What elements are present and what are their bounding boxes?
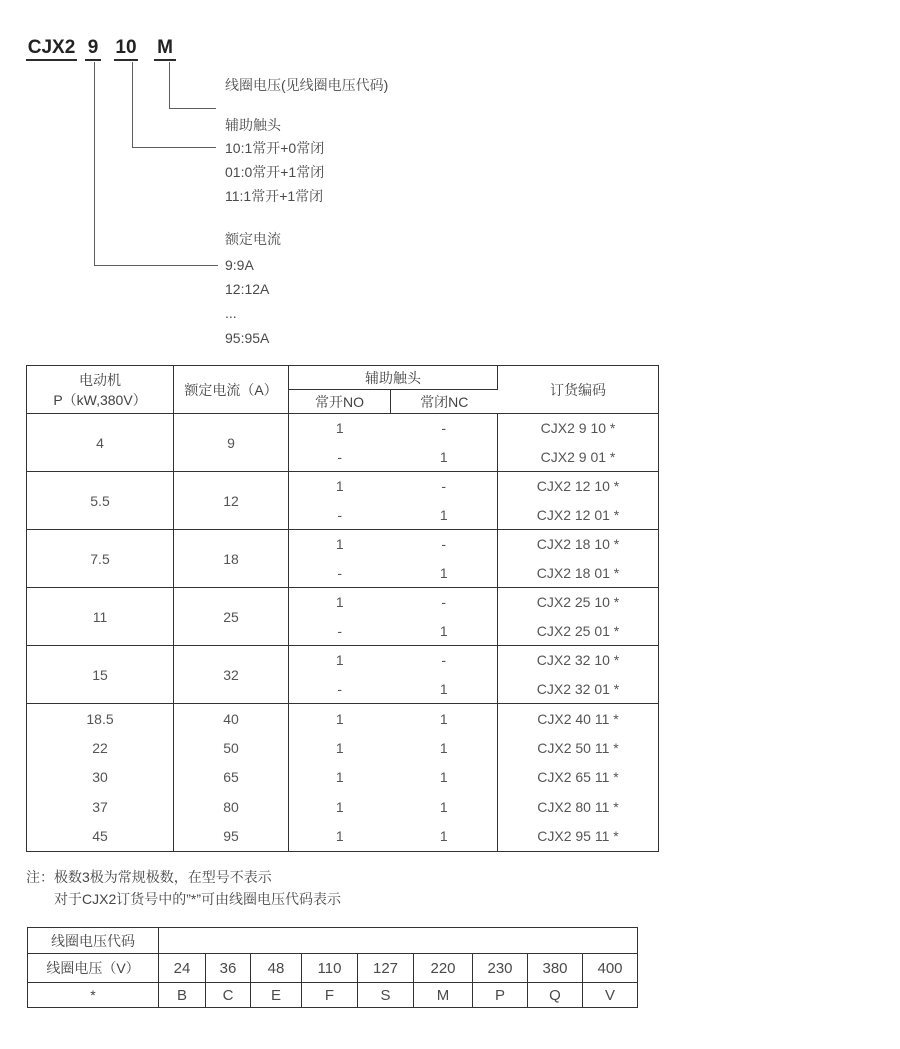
model-token-voltage: M — [154, 37, 176, 61]
nc-value: - — [391, 414, 498, 443]
table-row — [27, 472, 659, 501]
order-code: CJX2 12 01 * — [536, 506, 620, 523]
code-value: E — [251, 983, 302, 1008]
motor-header-line2: P（kW,380V） — [53, 391, 147, 408]
no-value: 1 — [289, 646, 391, 675]
voltage-value: 36 — [206, 954, 251, 983]
nc-value: - — [391, 646, 498, 675]
connector-line-current-vertical — [94, 62, 95, 265]
motor-value: 30 — [27, 763, 174, 793]
table-row — [27, 588, 659, 617]
spec-table — [26, 365, 659, 852]
model-token-current: 9 — [85, 37, 101, 61]
current-value: 12 — [174, 472, 289, 530]
no-value: - — [337, 506, 343, 523]
current-value: 65 — [174, 763, 289, 793]
rated-current-header: 额定电流（A） — [174, 366, 289, 414]
nc-value: 1 — [391, 822, 498, 852]
current-item: ... — [225, 305, 237, 321]
aux-item: 10:1常开+0常闭 — [225, 140, 325, 156]
connector-line-aux-vertical — [132, 62, 133, 147]
nc-header: 常闭NC — [420, 393, 469, 410]
voltage-value: 24 — [159, 954, 206, 983]
coil-voltage-label: 线圈电压(见线圈电压代码) — [225, 77, 389, 93]
model-token-aux: 10 — [114, 37, 138, 61]
no-value: 1 — [289, 472, 391, 501]
voltage-value: 380 — [528, 954, 583, 983]
no-value: 1 — [289, 704, 391, 734]
code-value: P — [473, 983, 528, 1008]
current-value: 80 — [174, 792, 289, 822]
voltage-value: 110 — [302, 954, 358, 983]
motor-value: 18.5 — [27, 704, 174, 734]
order-code: CJX2 12 10 * — [498, 472, 659, 501]
order-code: CJX2 18 10 * — [498, 530, 659, 559]
code-value: C — [206, 983, 251, 1008]
table-row — [27, 822, 659, 852]
nc-value: 1 — [391, 792, 498, 822]
no-value: - — [337, 564, 343, 581]
voltage-value: 48 — [251, 954, 302, 983]
coil-code-title: 线圈电压代码 — [28, 928, 159, 954]
nc-value: 1 — [391, 617, 498, 646]
motor-value: 5.5 — [27, 472, 174, 530]
table-row — [27, 530, 659, 559]
current-value: 32 — [174, 646, 289, 704]
motor-value: 22 — [27, 733, 174, 763]
motor-value: 37 — [27, 792, 174, 822]
header-row-1 — [27, 366, 659, 390]
table-row — [27, 763, 659, 793]
motor-header — [27, 366, 174, 414]
table-row — [27, 733, 659, 763]
table-row — [28, 954, 638, 983]
order-code: CJX2 32 10 * — [498, 646, 659, 675]
current-item: 12:12A — [225, 281, 270, 297]
order-code: CJX2 32 01 * — [536, 680, 620, 697]
current-value: 25 — [174, 588, 289, 646]
voltage-value: 127 — [358, 954, 414, 983]
coil-voltage-row-label: 线圈电压（V） — [28, 954, 159, 983]
motor-value: 11 — [27, 588, 174, 646]
no-value: - — [337, 680, 343, 697]
motor-header-line1: 电动机 — [79, 371, 121, 388]
order-code-header: 订货编码 — [550, 381, 606, 398]
table-row — [27, 414, 659, 443]
aux-contacts-heading: 辅助触头 — [225, 117, 281, 133]
nc-value: - — [391, 588, 498, 617]
no-value: 1 — [335, 739, 344, 756]
connector-line-voltage-vertical — [169, 62, 170, 108]
code-value: B — [159, 983, 206, 1008]
nc-value: 1 — [391, 675, 498, 704]
code-value: F — [302, 983, 358, 1008]
connector-line-current-horizontal — [94, 265, 218, 266]
order-code: CJX2 50 11 * — [537, 739, 619, 756]
table-row — [27, 704, 659, 734]
table-row — [27, 646, 659, 675]
no-value: 1 — [335, 799, 344, 816]
aux-item: 01:0常开+1常闭 — [225, 164, 325, 180]
motor-value: 4 — [27, 414, 174, 472]
nc-value: 1 — [391, 501, 498, 530]
coil-code-title-spacer — [159, 928, 638, 954]
order-code: CJX2 80 11 * — [537, 799, 619, 816]
code-value: S — [358, 983, 414, 1008]
no-value: 1 — [289, 588, 391, 617]
order-code: CJX2 9 10 * — [498, 414, 659, 443]
current-value: 95 — [174, 822, 289, 852]
nc-value: 1 — [391, 763, 498, 793]
current-value: 40 — [174, 704, 289, 734]
code-value: M — [414, 983, 473, 1008]
nc-value: 1 — [391, 443, 498, 472]
no-value: 1 — [335, 769, 344, 786]
nc-value: - — [391, 530, 498, 559]
connector-line-voltage-horizontal — [169, 108, 216, 109]
nc-value: 1 — [391, 733, 498, 763]
current-value: 50 — [174, 733, 289, 763]
current-item: 9:9A — [225, 257, 254, 273]
table-row — [28, 928, 638, 954]
table-row — [28, 983, 638, 1008]
order-code: CJX2 9 01 * — [540, 448, 616, 465]
order-code: CJX2 65 11 * — [537, 769, 619, 786]
voltage-value: 220 — [414, 954, 473, 983]
coil-voltage-code-table — [27, 927, 638, 1008]
voltage-value: 400 — [583, 954, 638, 983]
order-code: CJX2 95 11 * — [537, 828, 619, 845]
order-code: CJX2 40 11 * — [498, 704, 659, 734]
order-code: CJX2 25 10 * — [498, 588, 659, 617]
code-value: V — [583, 983, 638, 1008]
model-token-series: CJX2 — [26, 37, 77, 61]
current-value: 9 — [174, 414, 289, 472]
nc-value: - — [391, 472, 498, 501]
current-item: 95:95A — [225, 330, 270, 346]
motor-value: 45 — [27, 822, 174, 852]
aux-contacts-header: 辅助触头 — [289, 366, 498, 390]
no-value: 1 — [289, 530, 391, 559]
order-code: CJX2 25 01 * — [536, 622, 620, 639]
voltage-value: 230 — [473, 954, 528, 983]
no-header: 常开NO — [289, 390, 391, 414]
note-line-2: 对于CJX2订货号中的”*”可由线圈电压代码表示 — [54, 891, 342, 907]
no-value: - — [337, 622, 343, 639]
order-code: CJX2 18 01 * — [536, 564, 620, 581]
no-value: 1 — [289, 414, 391, 443]
code-value: Q — [528, 983, 583, 1008]
no-value: 1 — [335, 828, 344, 845]
nc-value: 1 — [391, 559, 498, 588]
aux-item: 11:1常开+1常闭 — [225, 188, 324, 204]
motor-value: 15 — [27, 646, 174, 704]
motor-value: 7.5 — [27, 530, 174, 588]
table-row — [27, 792, 659, 822]
nc-value: 1 — [391, 704, 498, 734]
current-value: 18 — [174, 530, 289, 588]
note-line-1: 注：极数3极为常规极数，在型号不表示 — [26, 869, 272, 885]
connector-line-aux-horizontal — [132, 147, 216, 148]
star-row-label: * — [28, 983, 159, 1008]
no-value: - — [337, 448, 343, 465]
rated-current-heading: 额定电流 — [225, 231, 281, 247]
